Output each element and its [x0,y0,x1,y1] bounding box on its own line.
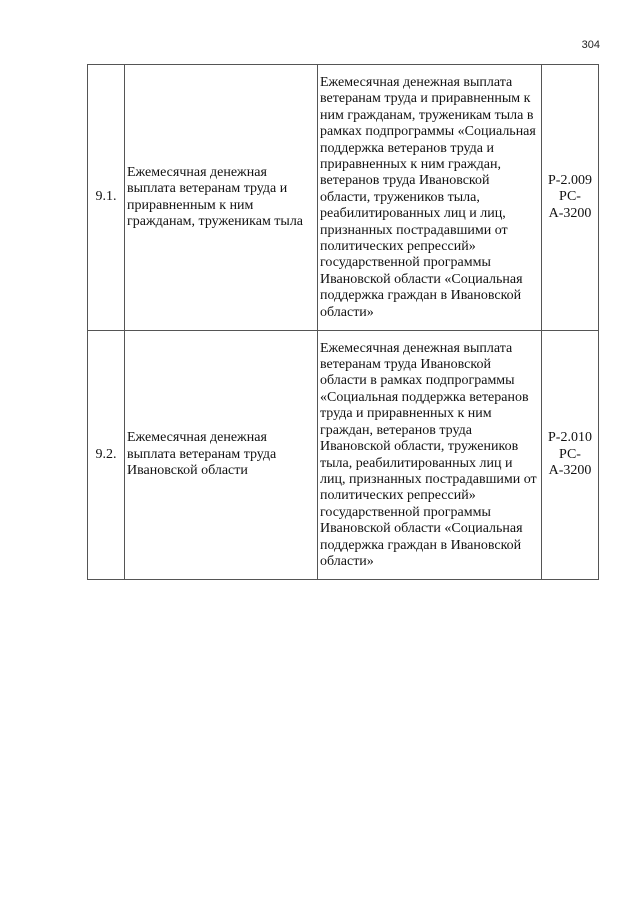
measure-name-cell: Ежемесячная денежная выплата ветеранам труда и приравненным к ним гражданам, труженикам тыла [125,65,318,331]
measure-code-cell: Р-2.010 РС-А-3200 [542,331,599,580]
measure-description-cell [318,65,542,331]
measure-description-cell [318,331,542,580]
row-number-cell: 9.1. [88,65,125,331]
measure-code-cell: Р-2.009 РС-А-3200 [542,65,599,331]
table-row [88,65,599,331]
page-number: 304 [581,39,600,51]
measure-description-text: Ежемесячная денежная выплата ветеранам труда Ивановской области в рамках подпрограммы «Социальная поддержка ветеранов труда и приравненных к ним граждан, ветеранов труда Ивановской области, тружеников тыла, реабилитированных лиц и лиц, признанных пострадавшими от политических репрессий» государственной программы Ивановской области «Социальная поддержка граждан в Ивановской области» [320,340,537,569]
row-number-cell: 9.2. [88,331,125,580]
measure-name-cell: Ежемесячная денежная выплата ветеранам труда Ивановской области [125,331,318,580]
table-row [88,331,599,580]
measures-table [87,64,599,580]
measure-description-text: Ежемесячная денежная выплата ветеранам труда и приравненным к ним гражданам, труженикам тыла в рамках подпрограммы «Социальная поддержка ветеранов труда и приравненных к ним граждан, ветеранов труда Ивановской области, тружеников тыла, реабилитированных лиц и лиц, признанных пострадавшими от политических репрессий» государственной программы Ивановской области «Социальная поддержка граждан в Ивановской области» [320,74,536,320]
